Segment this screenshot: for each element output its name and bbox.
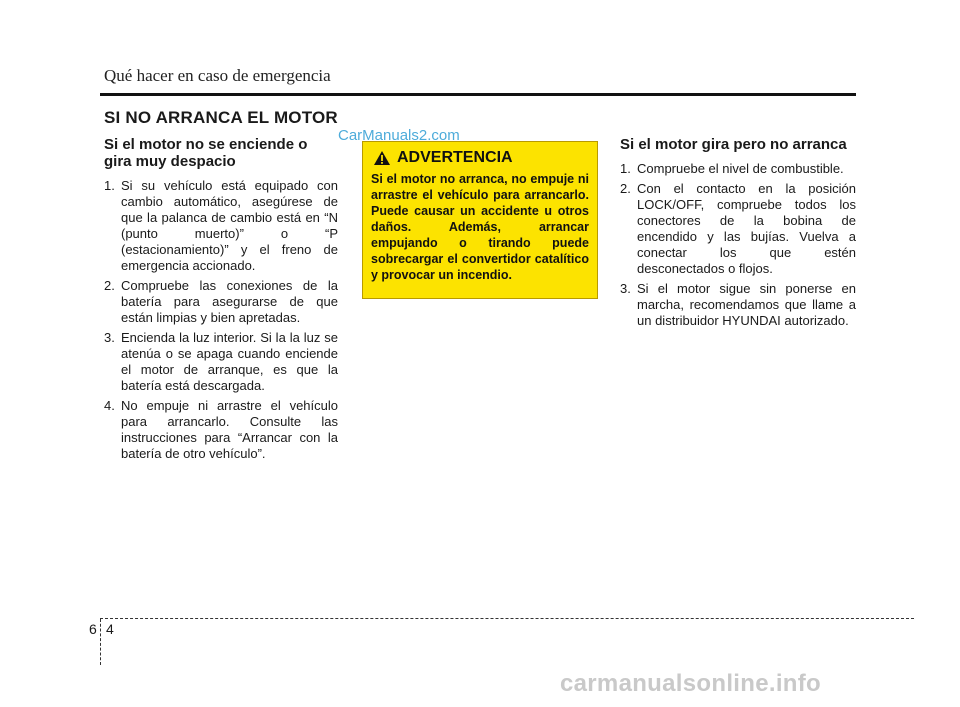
warning-triangle-icon [373,150,391,166]
item-text: Compruebe el nivel de combustible. [637,161,844,176]
item-number: 4. [104,398,115,413]
section-title: SI NO ARRANCA EL MOTOR [104,108,338,127]
item-number: 3. [104,330,115,345]
item-number: 2. [104,278,115,293]
right-heading: Si el motor gira pero no arranca [620,136,847,153]
warning-box [362,141,598,299]
warning-header [373,146,513,170]
item-number: 3. [620,281,631,296]
item-text: Con el contacto en la posición LOCK/OFF, compruebe todos los conectores de la bobina de encendido y las bujías. Vuelva a conectar los que estén desconectados o flojos. [637,181,856,276]
right-list [620,161,856,329]
right-column [620,136,856,333]
header-rule [100,93,856,96]
watermark-bottom[interactable]: carmanualsonline.info [560,670,822,697]
item-text: Compruebe las conexiones de la batería para asegurarse de que están limpias y bien apretadas. [121,278,338,325]
left-heading: Si el motor no se enciende o gira muy despacio [104,136,308,170]
list-item [620,161,856,177]
list-item [620,181,856,277]
list-item [104,398,338,462]
item-number: 1. [620,161,631,176]
left-list [104,178,338,462]
list-item [104,330,338,394]
page-number: 4 [106,621,114,637]
footer-rule [100,618,914,619]
list-item [104,178,338,274]
list-item [620,281,856,329]
list-item [104,278,338,326]
item-number: 2. [620,181,631,196]
warning-title: ADVERTENCIA [397,149,513,166]
warning-body: Si el motor no arranca, no empuje ni arrastre el vehículo para arrancarlo. Puede causar un accidente u otros daños. Además, arrancar empujando o tirando puede sobrecargar el convertidor catalítico y provocar un incendio. [371,172,589,282]
item-number: 1. [104,178,115,193]
item-text: No empuje ni arrastre el vehículo para arrancarlo. Consulte las instrucciones para “Arrancar con la batería de otro vehículo”. [121,398,338,461]
page-header-title: Qué hacer en caso de emergencia [104,66,331,85]
item-text: Si el motor sigue sin ponerse en marcha, recomendamos que llame a un distribuidor HYUNDAI autorizado. [637,281,856,328]
watermark-top[interactable]: CarManuals2.com [338,127,460,144]
left-column [104,136,338,466]
item-text: Si su vehículo está equipado con cambio automático, asegúrese de que la palanca de cambio está en “N (punto muerto)” o “P (estacionamiento)” y el freno de emergencia accionado. [121,178,338,273]
chapter-number: 6 [89,621,97,637]
footer-vertical-rule [100,619,101,665]
item-text: Encienda la luz interior. Si la la luz se atenúa o se apaga cuando enciende el motor de arranque, es que la batería está descargada. [121,330,338,393]
